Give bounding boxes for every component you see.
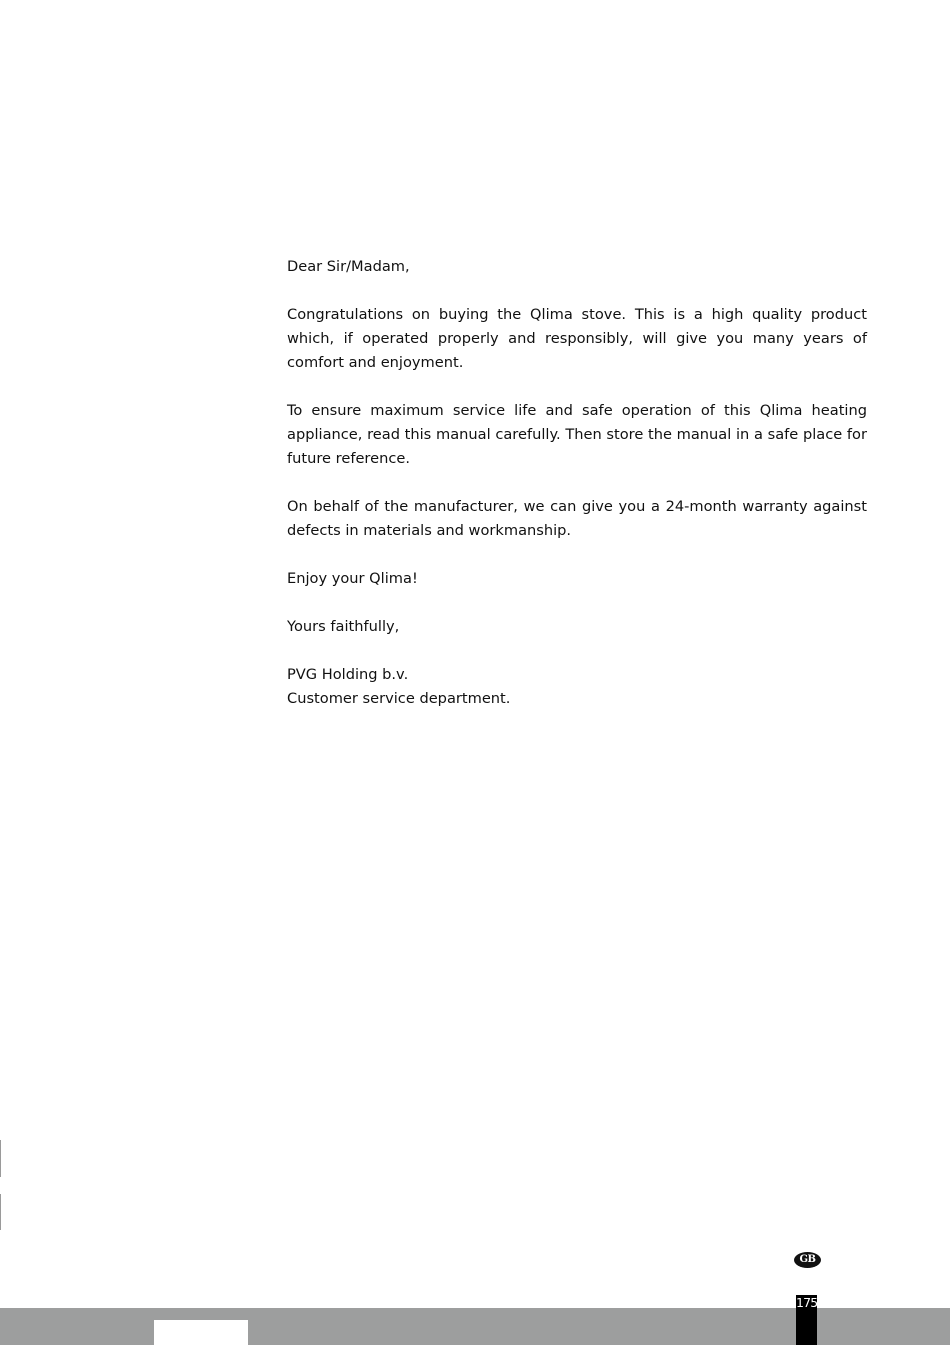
language-badge: GB bbox=[794, 1252, 821, 1268]
margin-mark-lower bbox=[0, 1194, 1, 1230]
letter-paragraph-congratulations: Congratulations on buying the Qlima stove. This is a high quality product which, if operated properly and responsibly, will give you many years of comfort and enjoyment. bbox=[287, 306, 867, 371]
page-number: 175 bbox=[796, 1295, 818, 1310]
letter-greeting: Dear Sir/Madam, bbox=[287, 258, 410, 275]
letter-signature-department: Customer service department. bbox=[287, 690, 511, 707]
letter-signature-company: PVG Holding b.v. bbox=[287, 666, 409, 683]
letter-closing-line: Enjoy your Qlima! bbox=[287, 570, 418, 587]
footer-white-block bbox=[154, 1320, 248, 1345]
letter-paragraph-manual: To ensure maximum service life and safe operation of this Qlima heating appliance, read this manual carefully. Then store the manual in a safe place for future reference. bbox=[287, 402, 867, 467]
letter-body bbox=[287, 255, 867, 711]
letter-paragraph-warranty: On behalf of the manufacturer, we can give you a 24-month warranty against defects in materials and workmanship. bbox=[287, 498, 867, 539]
letter-sign-off: Yours faithfully, bbox=[287, 618, 400, 635]
margin-mark-upper bbox=[0, 1140, 1, 1177]
